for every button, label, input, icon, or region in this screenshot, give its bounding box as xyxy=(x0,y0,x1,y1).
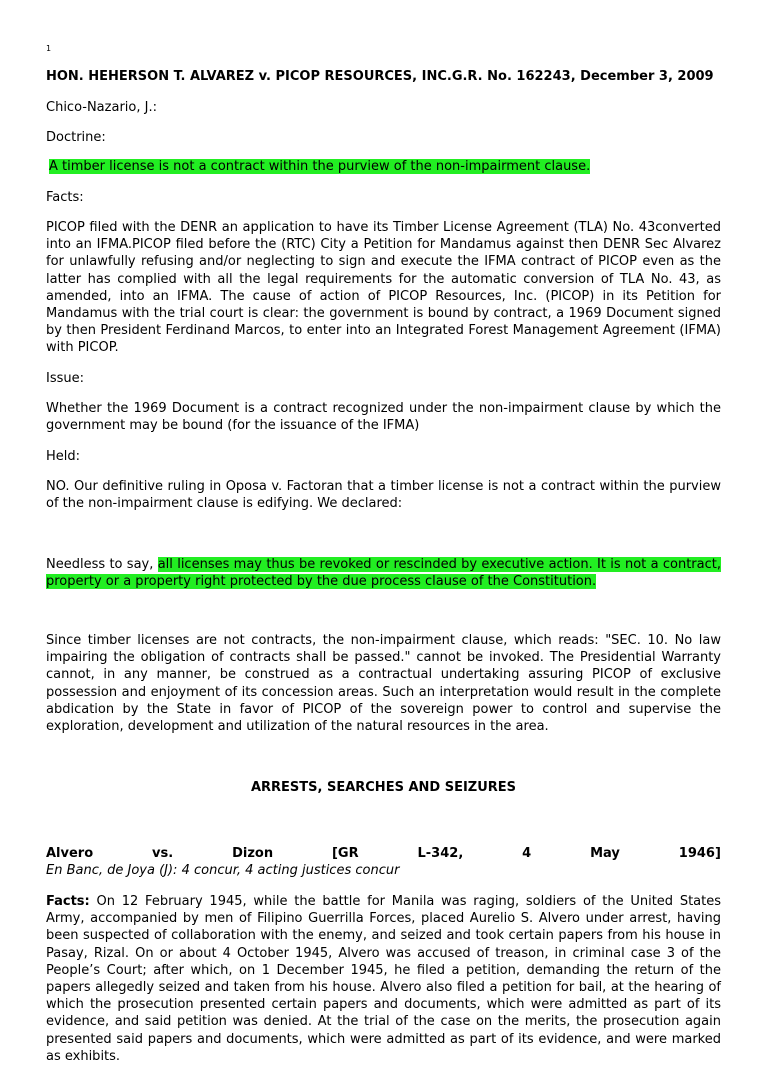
case2-facts-label: Facts: xyxy=(46,894,90,909)
held-label: Held: xyxy=(46,449,81,464)
doctrine-text xyxy=(46,158,724,175)
case2-title-word: [GR xyxy=(331,846,359,861)
case2-subtitle: En Banc, de Joya (J): 4 concur, 4 acting justices concur xyxy=(46,863,400,878)
needless-highlight: all licenses may thus be revoked or rescinded by executive action. It is not a contract, property or a property right protected by the due process clause of the Constitution. xyxy=(46,557,721,590)
section-heading: ARRESTS, SEARCHES AND SEIZURES xyxy=(250,780,517,795)
issue-paragraph: Whether the 1969 Document is a contract recognized under the non-impairment clause by which the government may be bound (for the issuance of the IFMA) xyxy=(46,401,721,434)
since-paragraph: Since timber licenses are not contracts, the non-impairment clause, which reads: "SEC. 10. No law impairing the obligation of contracts shall be passed." cannot be invoked. The Presidential Warranty cannot, in any manner, be construed as a contractual undertaking assuring PICOP of exclusive possession and enjoyment of its concession areas. Such an interpretation would result in the complete abdication by the State in favor of PICOP of the sovereign power to control and supervise the exploration, development and utilization of the natural resources in the area. xyxy=(46,633,721,735)
case2-title-word: vs. xyxy=(152,846,174,861)
held-paragraph: NO. Our definitive ruling in Oposa v. Factoran that a timber license is not a contract within the purview of the non-impairment clause is edifying. We declared: xyxy=(46,479,721,512)
doctrine-label: Doctrine: xyxy=(46,130,106,145)
case2-title-word: Alvero xyxy=(46,846,94,861)
case2-title xyxy=(46,845,721,862)
footnote-marker: 1 xyxy=(46,44,52,53)
facts-paragraph: PICOP filed with the DENR an application to have its Timber License Agreement (TLA) No. 43converted into an IFMA.PICOP filed before the (RTC) City a Petition for Mandamus against then DENR Sec Alvarez for unlawfully refusing and/or neglecting to sign and execute the IFMA contract of PICOP even as the latter has complied with all the legal requirements for the automatic conversion of TLA No. 43, as amended, into an IFMA. The cause of action of PICOP Resources, Inc. (PICOP) in its Petition for Mandamus with the trial court is clear: the government is bound by contract, a 1969 Document signed by then President Ferdinand Marcos, to enter into an Integrated Forest Management Agreement (IFMA) with PICOP. xyxy=(46,220,721,356)
needless-prefix: Needless to say, xyxy=(46,557,158,572)
case2-facts-text: On 12 February 1945, while the battle for Manila was raging, soldiers of the United States Army, accompanied by men of Filipino Guerrilla Forces, placed Aurelio S. Alvero under arrest, having been suspected of collaboration with the enemy, and seized and took certain papers from his house in Pasay, Rizal. On or about 4 October 1945, Alvero was accused of treason, in criminal case 3 of the People’s Court; after which, on 1 December 1945, he filed a petition, demanding the return of the papers allegedly seized and taken from his house. Alvero also filed a petition for bail, at the hearing of which the prosecution presented certain papers and documents, which were admitted as part of its evidence, and said petition was denied. At the trial of the case on the merits, the prosecution again presented said papers and documents, which were admitted as part of its evidence, and were marked as exhibits. xyxy=(46,894,721,1064)
case2-title-word: May xyxy=(590,846,620,861)
needless-paragraph xyxy=(46,556,721,590)
case2-title-word: 4 xyxy=(522,846,532,861)
case2-facts-paragraph xyxy=(46,893,721,1065)
facts-label: Facts: xyxy=(46,190,84,205)
doctrine-highlight: A timber license is not a contract within the purview of the non-impairment clause. xyxy=(49,159,591,174)
issue-label: Issue: xyxy=(46,371,84,386)
case-title: HON. HEHERSON T. ALVAREZ v. PICOP RESOURCES, INC.G.R. No. 162243, December 3, 2009 xyxy=(46,69,714,84)
ponente: Chico-Nazario, J.: xyxy=(46,100,157,115)
case2-title-word: L-342, xyxy=(417,846,464,861)
case2-title-word: 1946] xyxy=(678,846,721,861)
case2-title-word: Dizon xyxy=(232,846,274,861)
